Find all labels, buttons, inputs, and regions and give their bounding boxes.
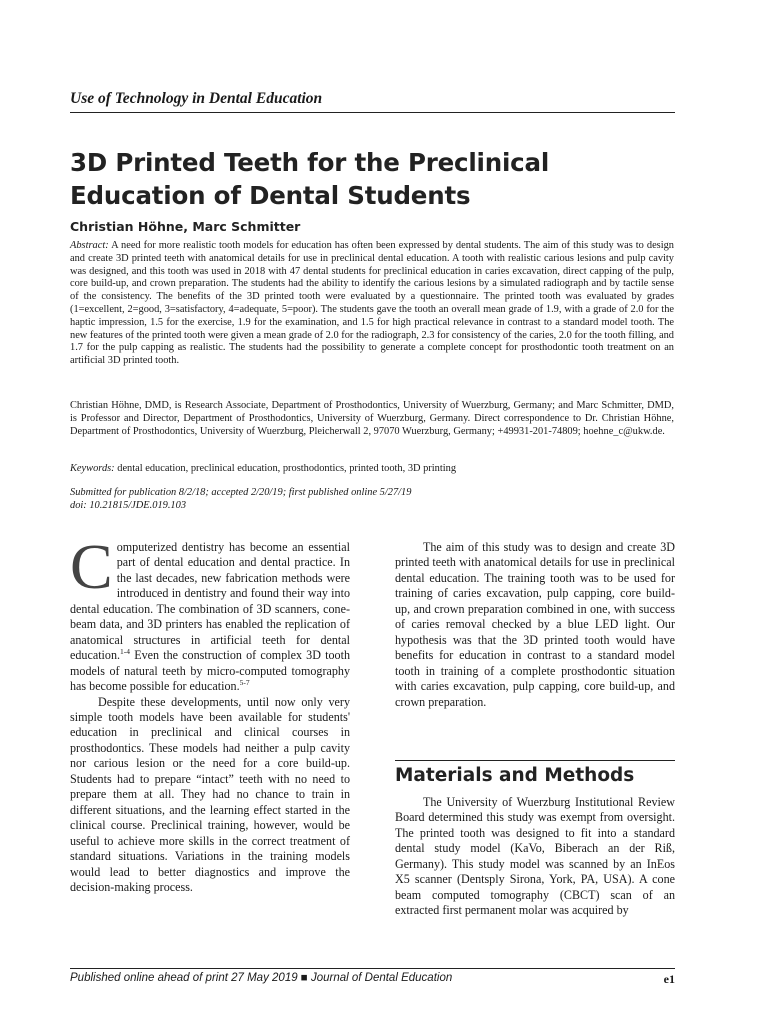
intro-column (70, 531, 350, 895)
submission-dates: Submitted for publication 8/2/18; accepted 2/20/19; first published online 5/27/19 (70, 487, 412, 498)
methods-body (395, 795, 675, 919)
abstract-label: Abstract: (70, 240, 109, 251)
keywords-text: dental education, preclinical education, prosthodontics, printed tooth, 3D printing (117, 463, 457, 474)
abstract (70, 240, 674, 368)
submission-info (70, 486, 674, 512)
citation: 5-7 (239, 678, 250, 688)
intro-paragraph-3: The aim of this study was to design and create 3D printed teeth with anatomical details for use in preclinical dental education. The training tooth was to be used for training of caries excavation, pulp capping, core build-up, and crown preparation combined in one, with success of caries removal checked by a blue LED light. Our hypothesis was that the 3D printed tooth would have benefits for education in contrast to a standard model tooth in training of a complete prosthodontic situation with caries excavation, pulp capping, core build-up, and crown preparation. (395, 540, 675, 709)
intro-paragraph-2: Despite these developments, until now only very simple tooth models have been available for students' education in preclinical and clinical courses in prosthodontics. These models had neither a pulp cavity nor carious lesion or the need for a core build-up. Students had to prepare “intact” teeth with no need to prepare them at all. They had no chance to train in different situations, and the learning effect started in the clinical course. Preclinical training, however, would be useful to achieve more skills in the correct treatment of standard situations. Variations in the training models would lead to better diagnostics and improve the decision-making process. (70, 694, 350, 894)
page-number: e1 (663, 972, 675, 986)
doi: doi: 10.21815/JDE.019.103 (70, 500, 187, 511)
author-affiliation: Christian Höhne, DMD, is Research Associate, Department of Prosthodontics, University of Wuerzburg, Germany; and Marc Schmitter, DMD, is Professor and Director, Department of Prosthodontics, University of Wuerzburg, Germany. Direct correspondence to Dr. Christian Höhne, Department of Prosthodontics, University of Wuerzburg, Pleicherwall 2, 97070 Wuerzburg, Germany; +49931-201-74809; hoehne_c@ukw.de. (70, 400, 674, 437)
authors: Christian Höhne, Marc Schmitter (70, 219, 301, 234)
keywords (70, 462, 674, 475)
methods-paragraph-1: The University of Wuerzburg Institutional Review Board determined this study was exempt from oversight. The printed tooth was designed to fit into a standard dental study model (KaVo, Biberach an der Riß, Germany). This study model was scanned by an InEos X5 scanner (Dentsply Sirona, York, PA, USA). A cone beam computed tomography (CBCT) scan of an extracted first permanent molar was acquired by (395, 795, 675, 918)
footer-text: Published online ahead of print 27 May 2019 ■ Journal of Dental Education (70, 972, 453, 984)
keywords-label: Keywords: (70, 463, 115, 474)
section-header: Use of Technology in Dental Education (70, 90, 675, 113)
title-line-2: Education of Dental Students (70, 181, 471, 210)
title-line-1: 3D Printed Teeth for the Preclinical (70, 148, 550, 177)
citation: 1-4 (120, 647, 131, 657)
abstract-text: A need for more realistic tooth models for education has often been expressed by dental students. The aim of this study was to design and create 3D printed teeth with anatomical details for use in preclinical dental education. A tooth with realistic carious lesions and pulp cavity was designed, and this tooth was used in 2018 with 47 dental students for preclinical education in caries excavation, direct capping of the pulp, core build-up, and crown preparation. The students had the ability to identify the carious lesions by a simulated radiograph and by tactile sense of the consistency. The benefits of the 3D printed tooth were evaluated by a questionnaire. The printed tooth was evaluated by grades (1=excellent, 2=good, 3=satisfactory, 4=adequate, 5=poor). The students gave the tooth an overall mean grade of 1.9, with a grade of 2.0 for the haptic impression, 1.5 for the exercise, 1.9 for the examination, and 1.5 for high practical relevance in contrast to a standard model tooth. The new features of the printed tooth were given a mean grade of 2.0 for the radiograph, 2.3 for consistency of the caries, 2.0 for the tooth filling, and 1.7 for the pulp capping as realistic. The students had the possibility to generate a complete concept for prosthodontic tooth treatment on an artificial 3D printed tooth. (70, 240, 674, 367)
intro-paragraph-1 (70, 531, 350, 695)
article-title (70, 146, 670, 212)
intro-text-1a: omputerized dentistry has become an essential part of dental education and dental practice. In the last decades, new fabrication methods were introduced in dentistry and found their way into dental education. The combination of 3D scanners, cone-beam data, and 3D printers has enabled the replication of anatomical structures in artificial teeth for dental education. (70, 540, 350, 663)
drop-cap: C (70, 531, 113, 602)
page-footer (70, 968, 675, 984)
intro-text-1b: Even the construction of complex 3D tooth models of natural teeth by micro-computed tomography has become possible for education. (70, 648, 350, 694)
intro-column-right (395, 540, 675, 710)
methods-heading: Materials and Methods (395, 760, 675, 786)
